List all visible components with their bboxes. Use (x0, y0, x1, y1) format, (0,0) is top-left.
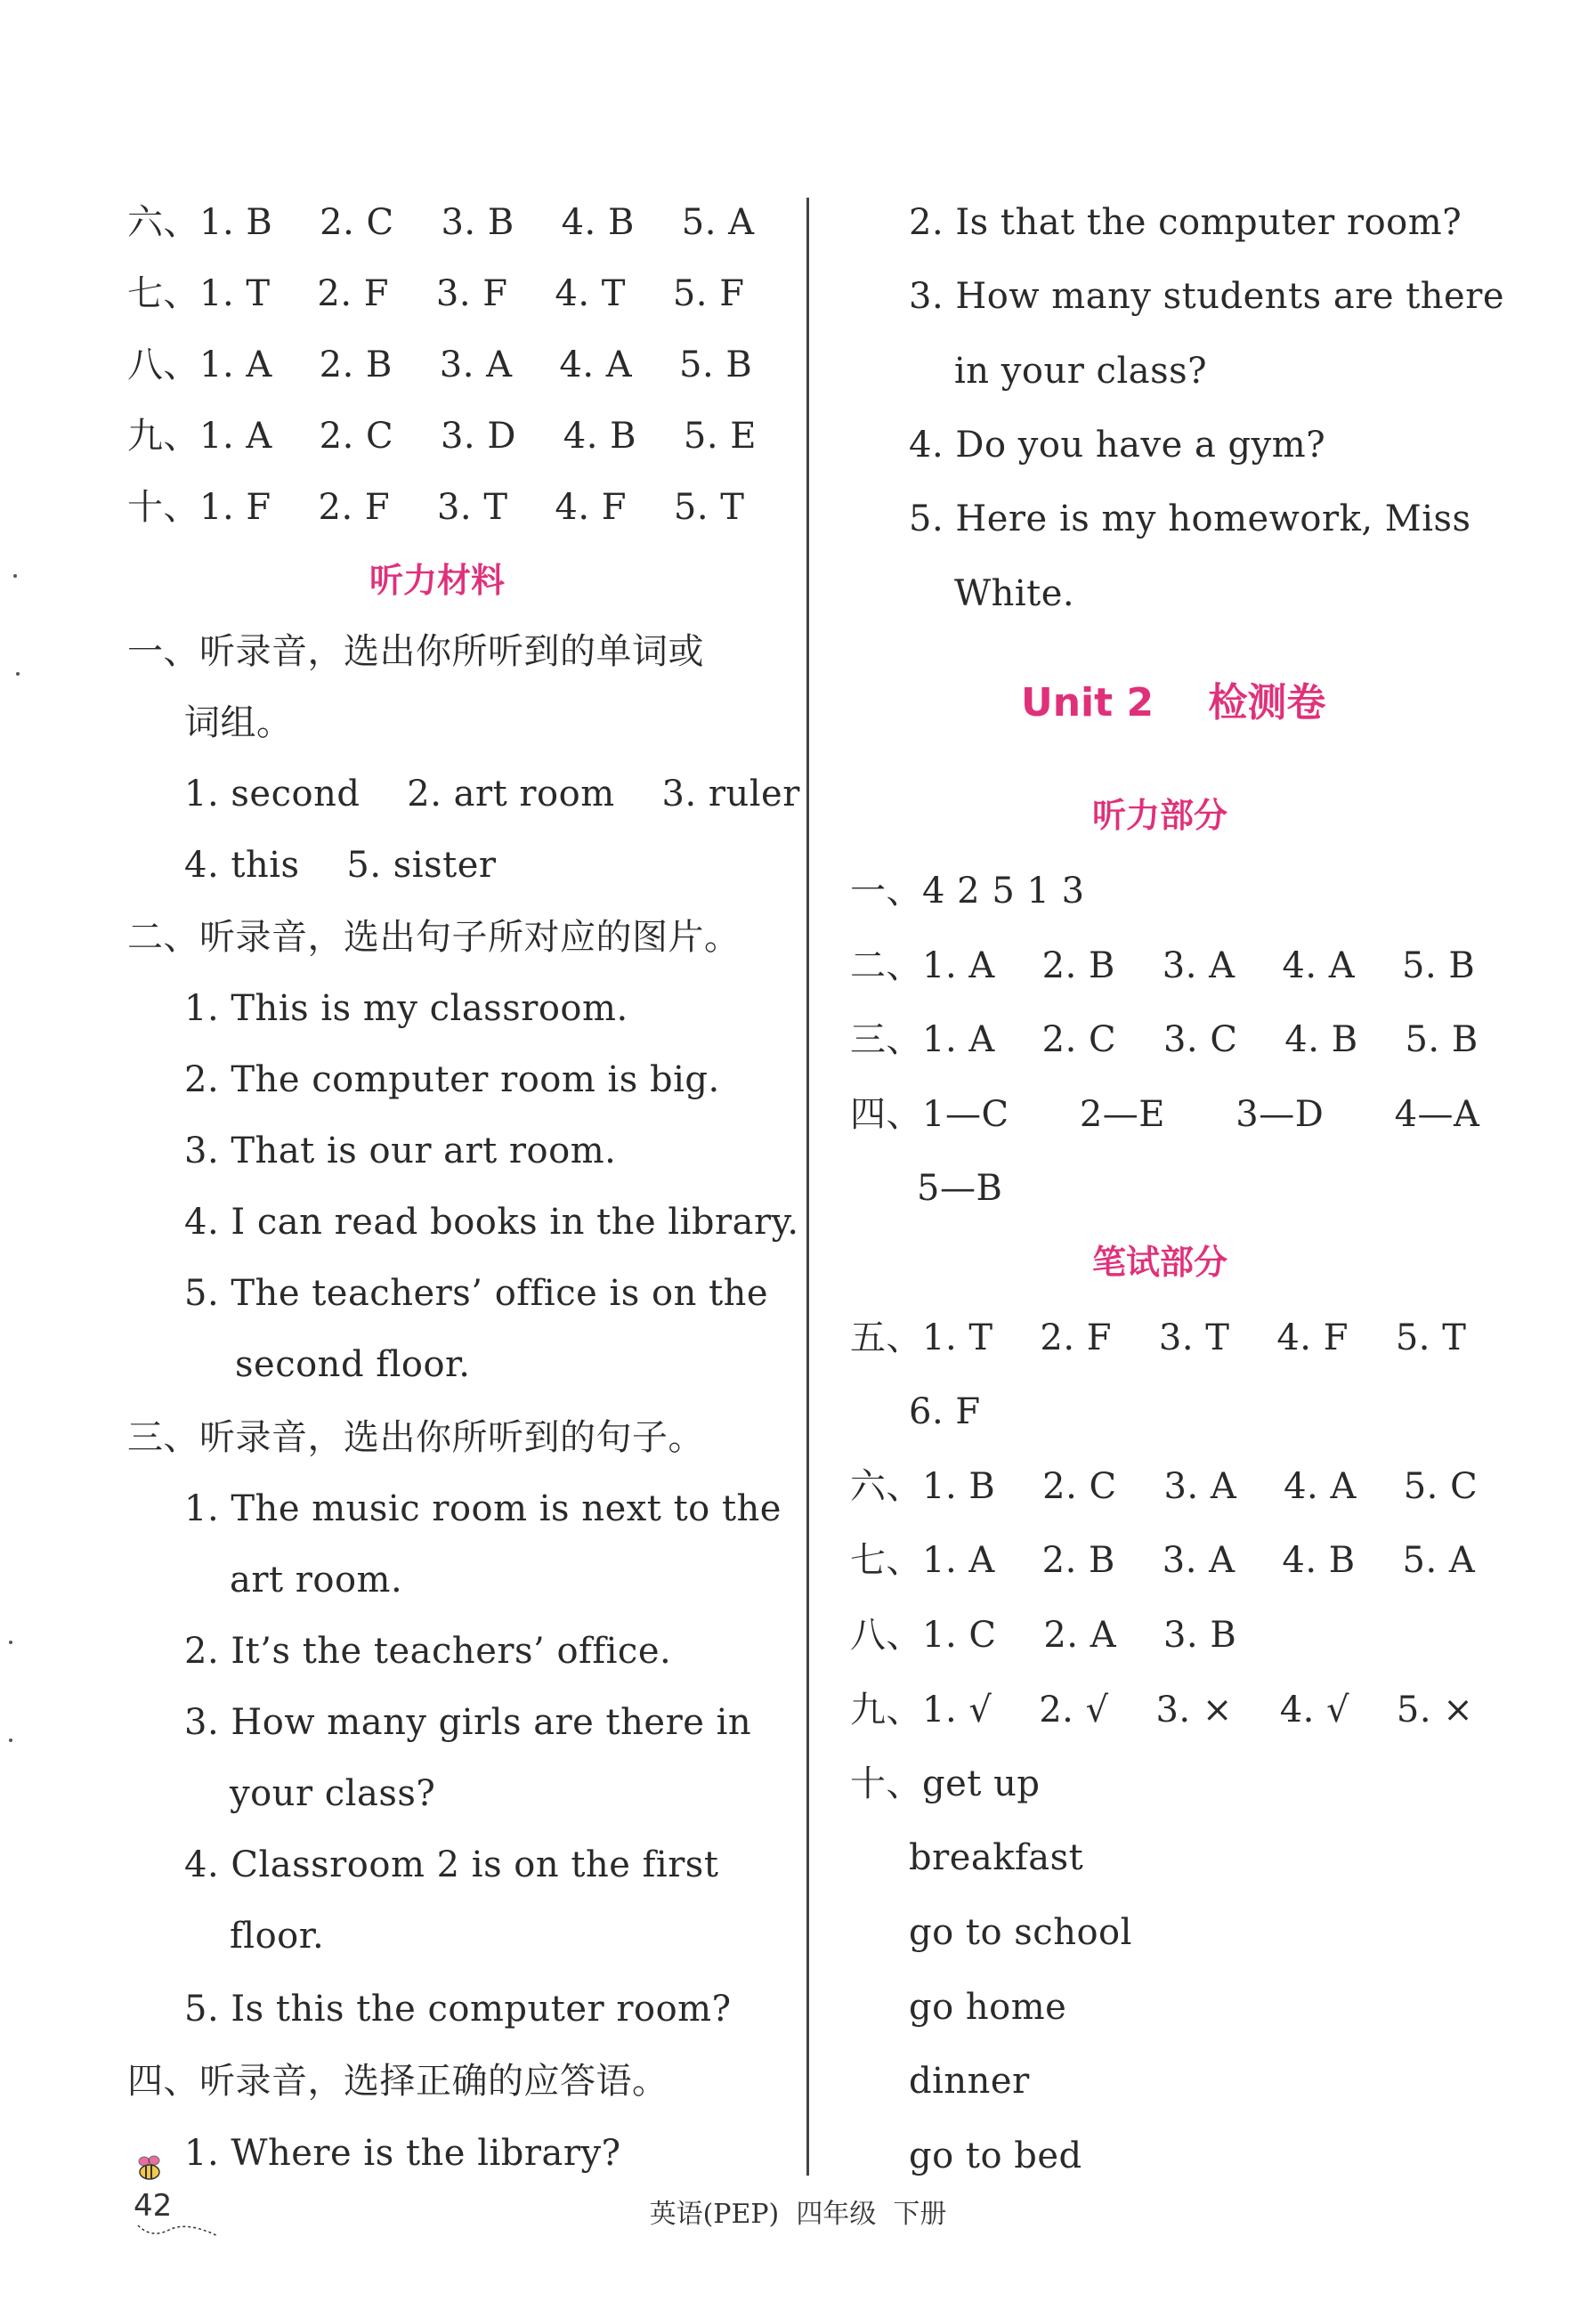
answer-line: 六、1. B 2. C 3. A 4. A 5. C (850, 1466, 1479, 1507)
list-item: 4. Do you have a gym? (909, 425, 1326, 466)
answer-line: 八、1. A 2. B 3. A 4. A 5. B (127, 344, 753, 385)
answer-line: 七、1. A 2. B 3. A 4. B 5. A (850, 1540, 1476, 1581)
list-item: 2. Is that the computer room? (909, 202, 1462, 243)
answer-line-cont: 6. F (909, 1391, 981, 1432)
section-title: 三、听录音，选出你所听到的句子。 (127, 1417, 704, 1458)
list-item: 2. The computer room is big. (184, 1059, 720, 1100)
section-title: 一、听录音，选出你所听到的单词或 (127, 631, 704, 672)
section-title: 二、听录音，选出句子所对应的图片。 (127, 917, 741, 958)
column-divider (806, 198, 809, 2176)
answer-line-cont: go to bed (909, 2136, 1082, 2176)
list-item: 1. second 2. art room 3. ruler (184, 774, 800, 815)
answer-line-cont: dinner (909, 2061, 1030, 2102)
bee-icon (132, 2154, 167, 2186)
answer-line: 九、1. √ 2. √ 3. × 4. √ 5. × (850, 1690, 1474, 1730)
list-item: 2. It’s the teachers’ office. (184, 1631, 672, 1672)
section-heading-written: 笔试部分 (1092, 1243, 1228, 1282)
list-item: 1. This is my classroom. (184, 988, 628, 1029)
list-item: 3. That is our art room. (184, 1131, 617, 1171)
answer-line: 八、1. C 2. A 3. B (850, 1615, 1237, 1656)
list-item-cont: second floor. (235, 1344, 471, 1385)
answer-line: 一、4 2 5 1 3 (850, 871, 1085, 912)
list-item: 5. The teachers’ office is on the (184, 1273, 769, 1314)
section-title-cont: 词组。 (184, 702, 293, 743)
list-item: 5. Is this the computer room? (184, 1989, 732, 2030)
answer-line-cont: go home (909, 1987, 1067, 2028)
book-title-footer: 英语(PEP) 四年级 下册 (649, 2199, 947, 2230)
answer-line: 四、1—C 2—E 3—D 4—A (850, 1094, 1480, 1135)
list-item: 3. How many girls are there in (184, 1702, 752, 1743)
answer-line-cont: go to school (909, 1912, 1132, 1953)
answer-line: 三、1. A 2. C 3. C 4. B 5. B (850, 1019, 1479, 1060)
answer-line: 二、1. A 2. B 3. A 4. A 5. B (850, 945, 1476, 986)
scan-mark (9, 1738, 12, 1742)
scan-mark (13, 574, 17, 578)
scan-mark (16, 672, 20, 676)
answer-line: 十、get up (850, 1763, 1041, 1804)
list-item: 4. I can read books in the library. (184, 1202, 799, 1243)
answer-line: 七、1. T 2. F 3. F 4. T 5. F (127, 273, 745, 314)
list-item: 4. this 5. sister (184, 845, 497, 886)
answer-line: 十、1. F 2. F 3. T 4. F 5. T (127, 487, 745, 528)
unit-title: Unit 2 检测卷 (1021, 680, 1326, 725)
list-item: 5. Here is my homework, Miss (909, 498, 1471, 539)
list-item-cont: floor. (230, 1916, 325, 1957)
list-item: 1. The music room is next to the (184, 1488, 782, 1529)
list-item-cont: in your class? (954, 351, 1208, 392)
list-item-cont: White. (954, 573, 1075, 614)
list-item: 3. How many students are there (909, 276, 1505, 317)
page-number: 42 (134, 2188, 173, 2224)
section-heading-listening: 听力部分 (1092, 796, 1228, 835)
answer-line-cont: 5—B (917, 1168, 1003, 1209)
answer-line: 六、1. B 2. C 3. B 4. B 5. A (127, 202, 755, 243)
section-heading-listening-material: 听力材料 (369, 561, 506, 600)
scan-mark (9, 1641, 12, 1644)
list-item-cont: your class? (230, 1773, 436, 1814)
list-item: 4. Classroom 2 is on the first (184, 1844, 719, 1885)
section-title: 四、听录音，选择正确的应答语。 (127, 2061, 668, 2102)
answer-line: 九、1. A 2. C 3. D 4. B 5. E (127, 416, 757, 457)
list-item-cont: art room. (230, 1560, 403, 1601)
answer-line-cont: breakfast (909, 1837, 1084, 1878)
list-item: 1. Where is the library? (184, 2133, 621, 2174)
answer-line: 五、1. T 2. F 3. T 4. F 5. T (850, 1317, 1467, 1358)
